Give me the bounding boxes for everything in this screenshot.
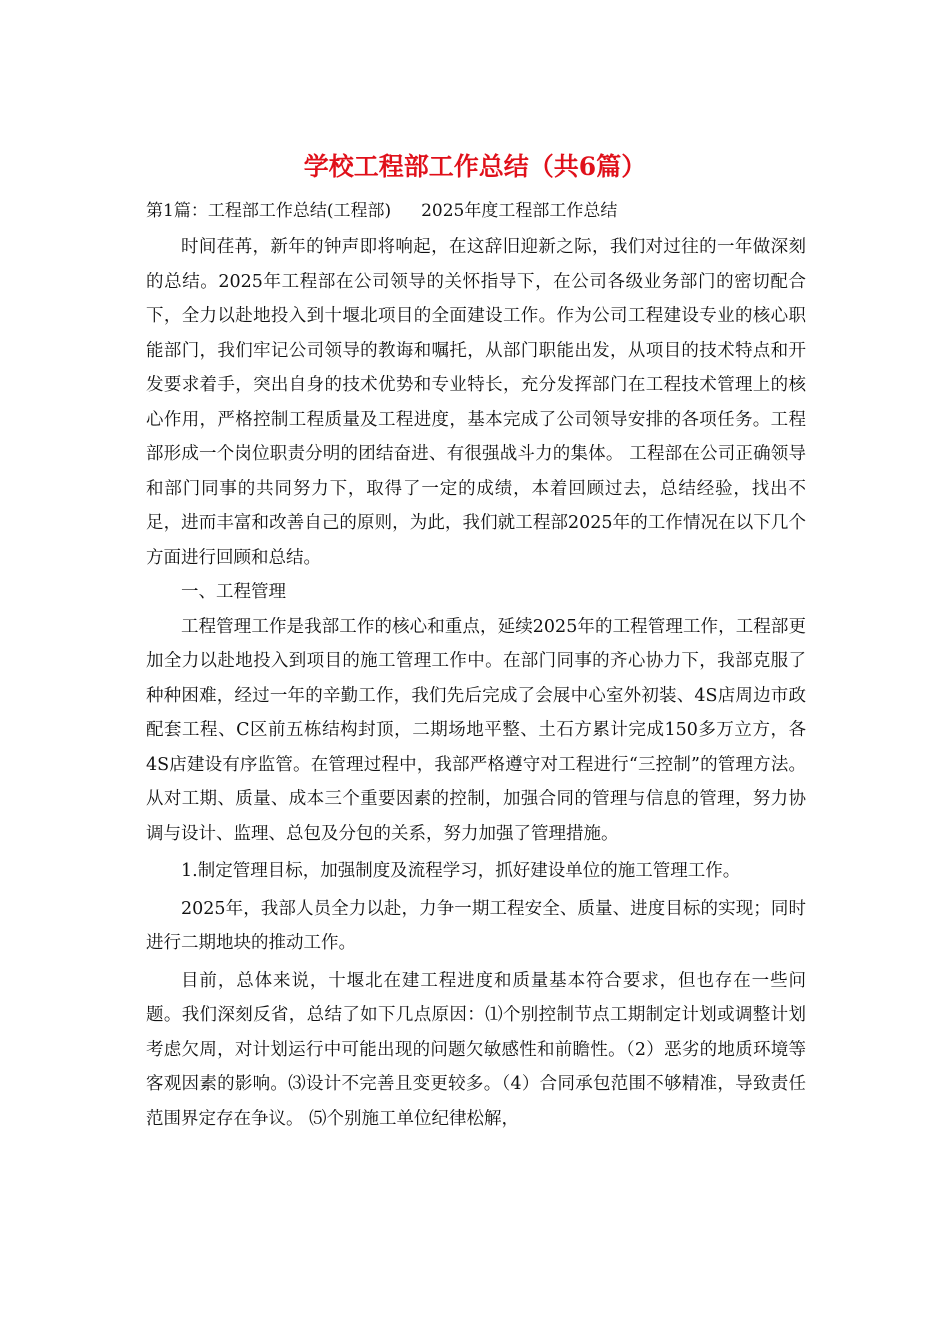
- paragraph: 目前，总体来说，十堰北在建工程进度和质量基本符合要求，但也存在一些问题。我们深刻反省，总结了如下几点原因：⑴个别控制节点工期制定计划或调整计划考虑欠周，对计划运行中可能出现的问题欠敏感性和前瞻性。（2）恶劣的地质环境等客观因素的影响。⑶设计不完善且变更较多。（4）合同承包范围不够精准，导致责任范围界定存在争议。 ⑸个别施工单位纪律松解，: [146, 970, 806, 1129]
- paragraph: 1.制定管理目标，加强制度及流程学习，抓好建设单位的施工管理工作。: [181, 861, 741, 881]
- section-heading: 一、工程管理: [181, 582, 286, 602]
- document-body: [146, 230, 806, 1136]
- subtitle-left: 第1篇：工程部工作总结(工程部): [146, 201, 392, 221]
- document-subtitle: [146, 198, 617, 224]
- subtitle-right: 2025年度工程部工作总结: [421, 201, 618, 221]
- paragraph: 2025年，我部人员全力以赴，力争一期工程安全、质量、进度目标的实现；同时进行二期地块的推动工作。: [146, 898, 806, 953]
- document-title: 学校工程部工作总结（共6篇）: [303, 152, 647, 181]
- paragraph: 工程管理工作是我部工作的核心和重点，延续2025年的工程管理工作，工程部更加全力以赴地投入到项目的施工管理工作中。在部门同事的齐心协力下，我部克服了种种困难，经过一年的辛勤工作，我们先后完成了会展中心室外初装、4S店周边市政配套工程、C区前五栋结构封顶，二期场地平整、土石方累计完成150多万立方，各4S店建设有序监管。在管理过程中，我部严格遵守对工程进行“三控制”的管理方法。从对工期、质量、成本三个重要因素的控制，加强合同的管理与信息的管理，努力协调与设计、监理、总包及分包的关系，努力加强了管理措施。: [146, 616, 806, 844]
- paragraph: 时间荏苒，新年的钟声即将响起，在这辞旧迎新之际，我们对过往的一年做深刻的总结。2025年工程部在公司领导的关怀指导下，在公司各级业务部门的密切配合下，全力以赴地投入到十堰北项目的全面建设工作。作为公司工程建设专业的核心职能部门，我们牢记公司领导的教诲和嘱托，从部门职能出发，从项目的技术特点和开发要求着手，突出自身的技术优势和专业特长，充分发挥部门在工程技术管理上的核心作用，严格控制工程质量及工程进度，基本完成了公司领导安排的各项任务。工程部形成一个岗位职责分明的团结奋进、有很强战斗力的集体。 工程部在公司正确领导和部门同事的共同努力下，取得了一定的成绩，本着回顾过去，总结经验，找出不足，进而丰富和改善自己的原则，为此，我们就工程部2025年的工作情况在以下几个方面进行回顾和总结。: [146, 237, 806, 568]
